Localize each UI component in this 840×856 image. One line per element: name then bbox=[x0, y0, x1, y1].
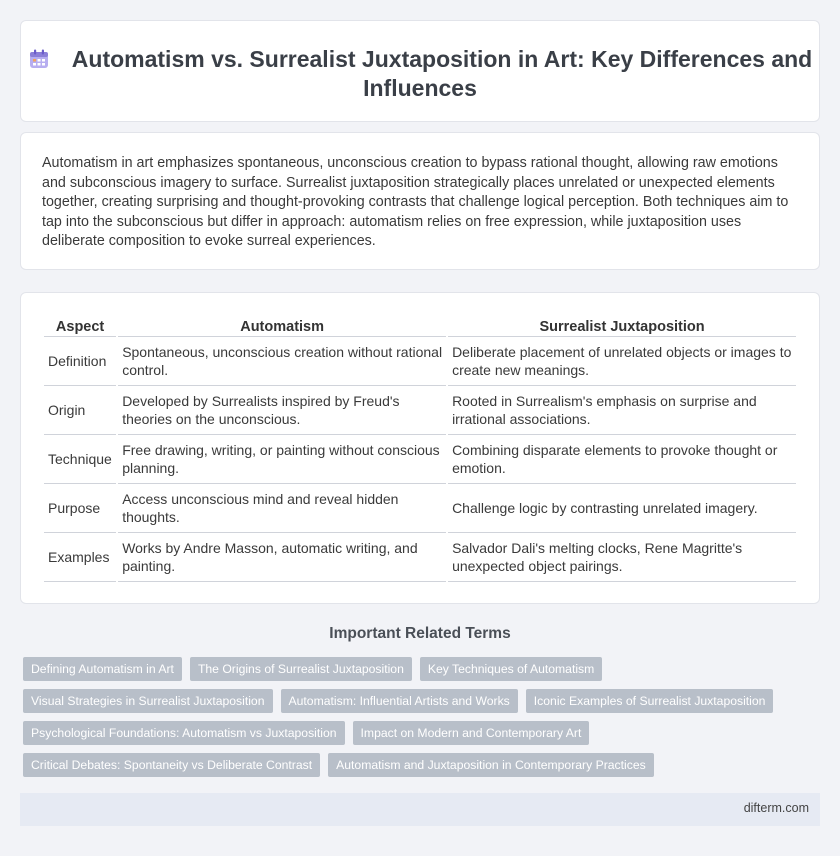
related-term-tag[interactable]: Defining Automatism in Art bbox=[23, 657, 182, 681]
row-aspect: Examples bbox=[44, 534, 116, 582]
header-juxtaposition: Surrealist Juxtaposition bbox=[448, 315, 796, 337]
row-juxtaposition: Salvador Dali's melting clocks, Rene Magritte's unexpected object pairings. bbox=[448, 534, 796, 582]
row-automatism: Free drawing, writing, or painting without conscious planning. bbox=[118, 436, 446, 484]
calendar-icon bbox=[28, 48, 50, 70]
related-term-tag[interactable]: Visual Strategies in Surrealist Juxtaposition bbox=[23, 689, 273, 713]
tag-row bbox=[23, 753, 823, 777]
comparison-table bbox=[42, 314, 798, 583]
related-term-tag[interactable]: Key Techniques of Automatism bbox=[420, 657, 602, 681]
row-juxtaposition: Challenge logic by contrasting unrelated imagery. bbox=[448, 485, 796, 533]
table-row bbox=[44, 387, 796, 435]
related-term-tag[interactable]: Automatism: Influential Artists and Works bbox=[281, 689, 518, 713]
related-term-tag[interactable]: Critical Debates: Spontaneity vs Deliberate Contrast bbox=[23, 753, 320, 777]
title-wrap bbox=[21, 45, 819, 103]
tag-row bbox=[23, 657, 823, 681]
row-juxtaposition: Combining disparate elements to provoke thought or emotion. bbox=[448, 436, 796, 484]
footer-site-link[interactable]: difterm.com bbox=[743, 801, 809, 815]
row-juxtaposition: Deliberate placement of unrelated objects or images to create new meanings. bbox=[448, 338, 796, 386]
comparison-card bbox=[20, 292, 820, 604]
related-term-tag[interactable]: The Origins of Surrealist Juxtaposition bbox=[190, 657, 412, 681]
table-row bbox=[44, 436, 796, 484]
table-row bbox=[44, 485, 796, 533]
intro-card bbox=[20, 132, 820, 270]
related-term-tag[interactable]: Impact on Modern and Contemporary Art bbox=[353, 721, 590, 745]
related-terms-list bbox=[23, 657, 823, 785]
row-aspect: Definition bbox=[44, 338, 116, 386]
title-card bbox=[20, 20, 820, 122]
row-automatism: Developed by Surrealists inspired by Freud's theories on the unconscious. bbox=[118, 387, 446, 435]
table-row bbox=[44, 534, 796, 582]
intro-paragraph: Automatism in art emphasizes spontaneous, unconscious creation to bypass rational thought, allowing raw emotions and subconscious imagery to surface. Surrealist juxtaposition strategically places unrelated or unexpected elements together, creating surprising and thought-provoking contrasts that challenge logical perception. Both techniques aim to tap into the subconscious but differ in approach: automatism relies on free expression, while juxtaposition uses deliberate composition to evoke surreal experiences. bbox=[42, 155, 789, 250]
row-aspect: Purpose bbox=[44, 485, 116, 533]
row-automatism: Access unconscious mind and reveal hidden thoughts. bbox=[118, 485, 446, 533]
related-term-tag[interactable]: Psychological Foundations: Automatism vs Juxtaposition bbox=[23, 721, 345, 745]
header-automatism: Automatism bbox=[118, 315, 446, 337]
row-automatism: Works by Andre Masson, automatic writing, and painting. bbox=[118, 534, 446, 582]
header-aspect: Aspect bbox=[44, 315, 116, 337]
tag-row bbox=[23, 689, 823, 713]
page-title: Automatism vs. Surrealist Juxtaposition in Art: Key Differences and Influences bbox=[71, 46, 813, 101]
tag-row bbox=[23, 721, 823, 745]
table-header-row bbox=[44, 315, 796, 337]
row-aspect: Origin bbox=[44, 387, 116, 435]
related-terms-heading: Important Related Terms bbox=[329, 625, 511, 642]
footer bbox=[20, 793, 820, 826]
related-term-tag[interactable]: Automatism and Juxtaposition in Contemporary Practices bbox=[328, 753, 654, 777]
table-row bbox=[44, 338, 796, 386]
row-aspect: Technique bbox=[44, 436, 116, 484]
related-term-tag[interactable]: Iconic Examples of Surrealist Juxtaposition bbox=[526, 689, 774, 713]
row-juxtaposition: Rooted in Surrealism's emphasis on surprise and irrational associations. bbox=[448, 387, 796, 435]
row-automatism: Spontaneous, unconscious creation without rational control. bbox=[118, 338, 446, 386]
